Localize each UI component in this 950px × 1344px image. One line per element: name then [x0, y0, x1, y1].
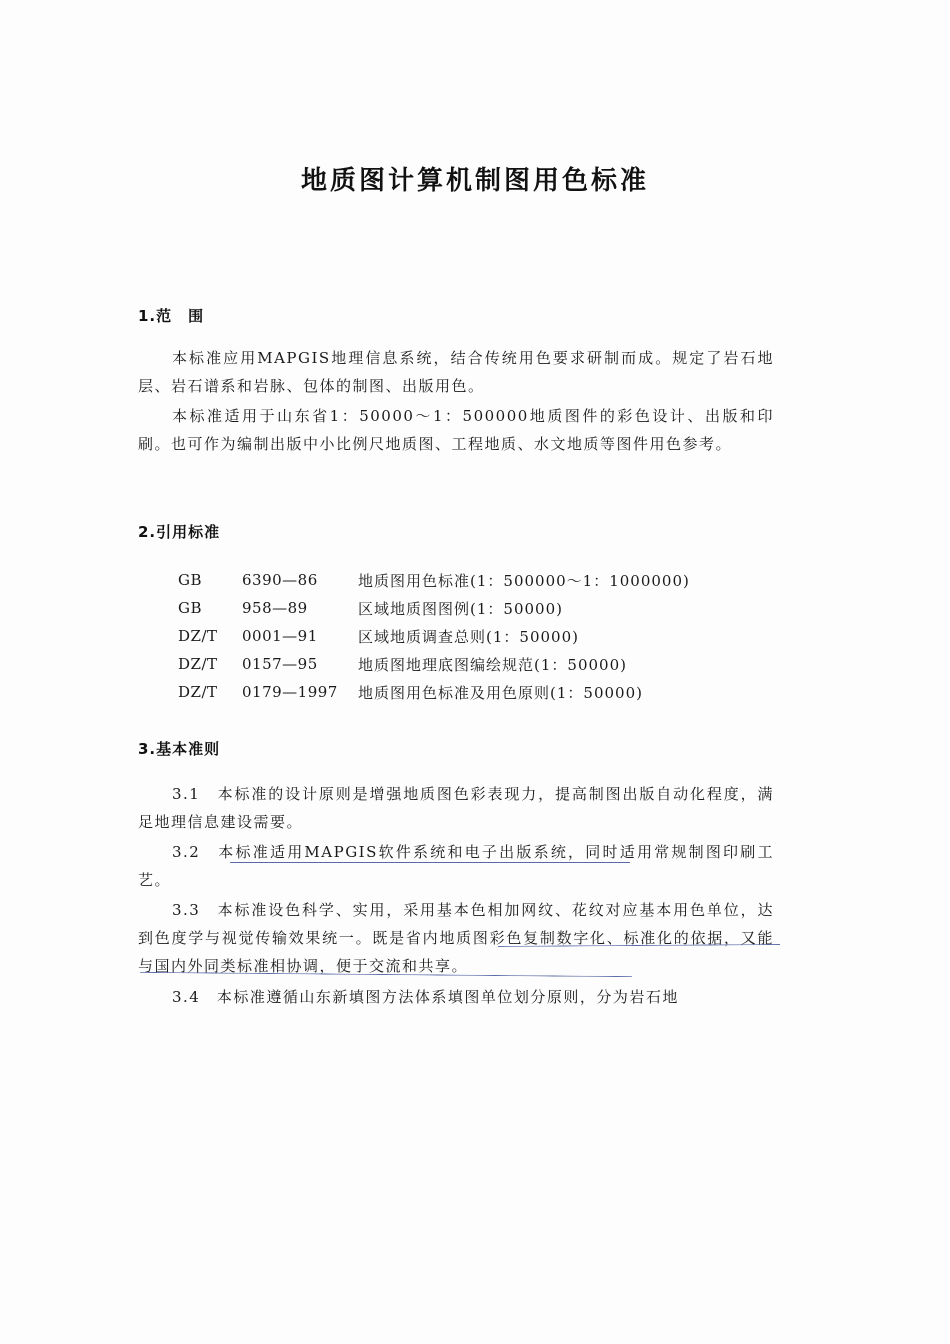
reference-title: 地质图用色标准及用色原则(1：50000)	[358, 683, 643, 702]
reference-code: DZ/T	[178, 627, 218, 645]
reference-row	[178, 566, 690, 594]
reference-number: 0157—95	[242, 655, 318, 673]
reference-row	[178, 678, 690, 706]
section-1-paragraph-1: 本标准应用MAPGIS地理信息系统，结合传统用色要求研制而成。规定了岩石地层、岩石谱系和岩脉、包体的制图、出版用色。	[138, 349, 774, 395]
reference-standards-table	[178, 566, 690, 706]
section-3-paragraph-3: 3.3 本标准设色科学、实用，采用基本色相加网纹、花纹对应基本用色单位，达到色度学与视觉传输效果统一。既是省内地质图彩色复制数字化、标准化的依据，又能与国内外同类标准相协调，便于交流和共享。	[138, 901, 774, 975]
reference-title: 地质图用色标准(1：500000～1：1000000)	[358, 571, 690, 590]
reference-number: 958—89	[242, 599, 308, 617]
section-1-paragraph-2: 本标准适用于山东省1：50000～1：500000地质图件的彩色设计、出版和印刷。也可作为编制出版中小比例尺地质图、工程地质、水文地质等图件用色参考。	[138, 407, 774, 453]
reference-code: GB	[178, 599, 203, 617]
reference-row	[178, 594, 690, 622]
reference-number: 0179—1997	[242, 683, 338, 701]
section-3-paragraph-4: 3.4 本标准遵循山东新填图方法体系填图单位划分原则，分为岩石地	[172, 988, 679, 1006]
section-1-heading: 1.范 围	[138, 307, 205, 325]
reference-code: GB	[178, 571, 203, 589]
section-2-heading: 2.引用标准	[138, 523, 221, 541]
reference-row	[178, 622, 690, 650]
pen-underline	[230, 862, 630, 863]
reference-code: DZ/T	[178, 683, 218, 701]
page-title: 地质图计算机制图用色标准	[300, 166, 649, 196]
reference-number: 6390—86	[242, 571, 318, 589]
section-3-paragraph-1: 3.1 本标准的设计原则是增强地质图色彩表现力，提高制图出版自动化程度，满足地理信息建设需要。	[138, 785, 774, 831]
section-3-heading: 3.基本准则	[138, 740, 221, 758]
reference-code: DZ/T	[178, 655, 218, 673]
reference-title: 区域地质调查总则(1：50000)	[358, 627, 579, 646]
reference-number: 0001—91	[242, 627, 318, 645]
reference-title: 区域地质图图例(1：50000)	[358, 599, 563, 618]
reference-row	[178, 650, 690, 678]
section-3-paragraph-2: 3.2 本标准适用MAPGIS软件系统和电子出版系统，同时适用常规制图印刷工艺。	[138, 843, 774, 889]
reference-title: 地质图地理底图编绘规范(1：50000)	[358, 655, 627, 674]
